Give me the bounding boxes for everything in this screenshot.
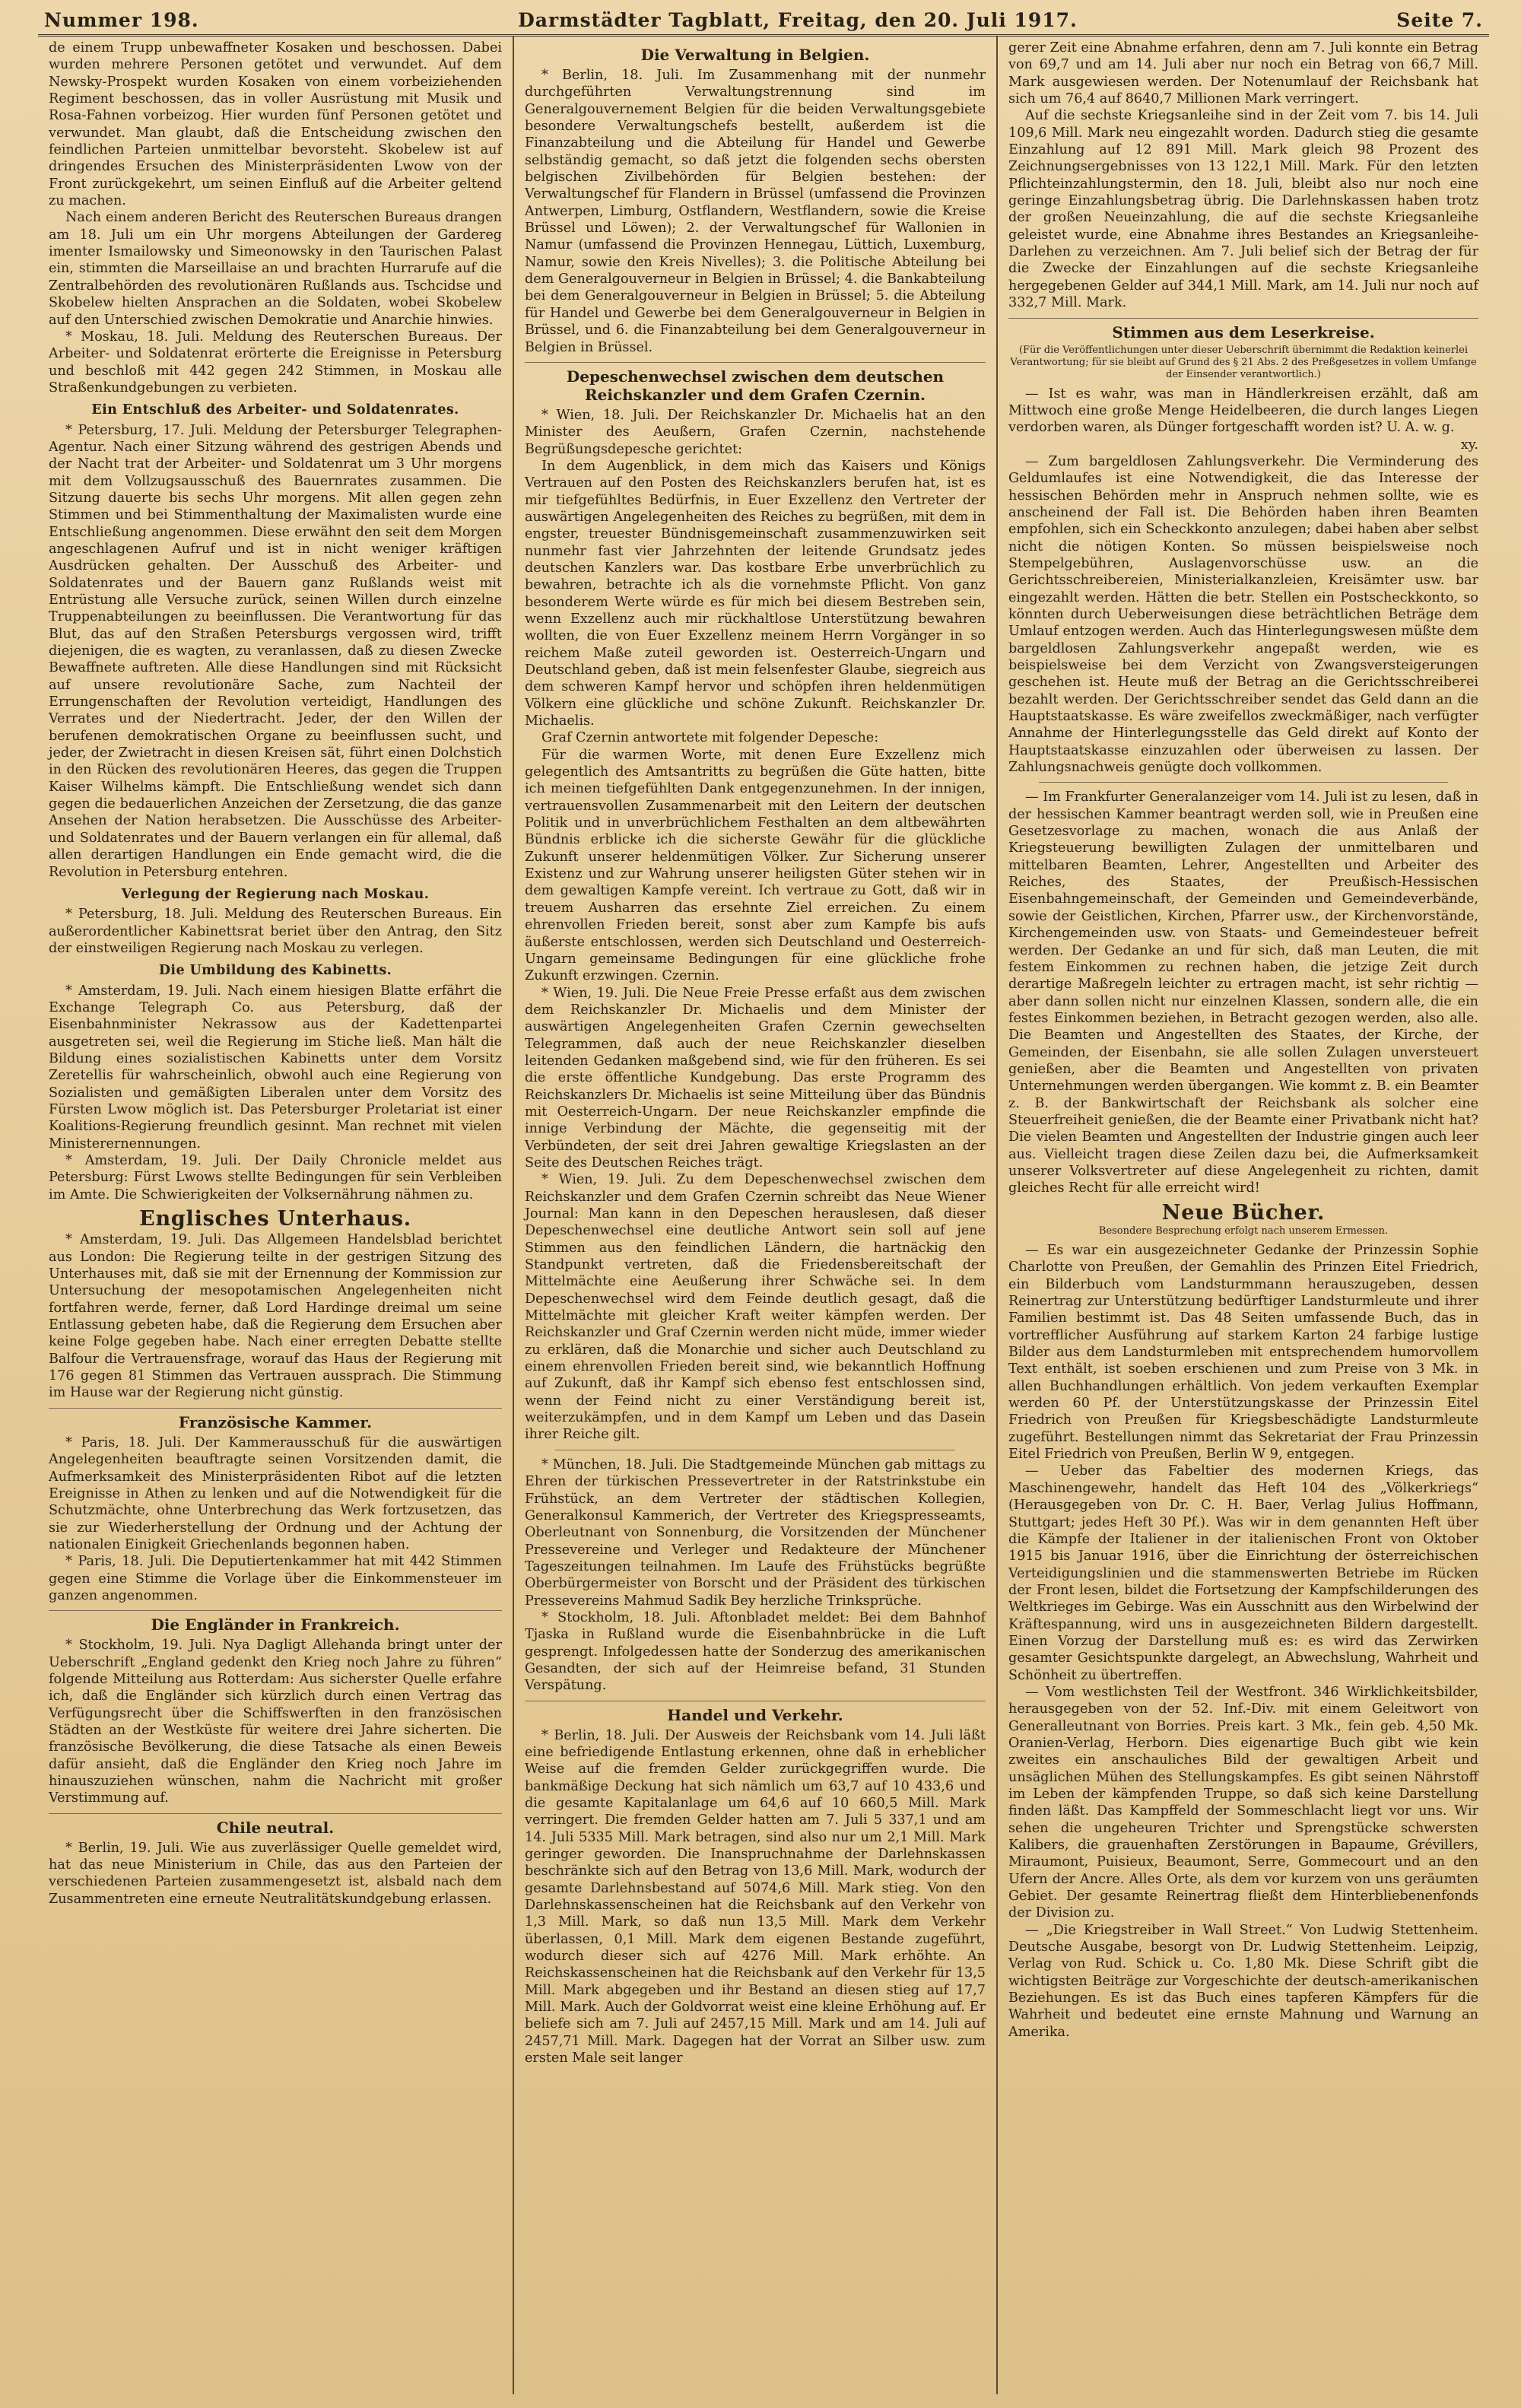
column-3	[998, 37, 1489, 2394]
section-heading: Depeschenwechsel zwischen dem deutschen Reichskanzler und dem Grafen Czernin.	[525, 362, 986, 404]
article-paragraph: — Zum bargeldlosen Zahlungsverkehr. Die Verminderung des Geldumlaufes ist eine Notwendigkeit, die das Interesse der hessischen Behörden mehr in Anspruch nehmen sollte, wie es anscheinend der Fall ist. Die Behörden haben ihren Beamten empfohlen, sich ein Scheckkonto anzulegen; dabei haben aber selbst nicht die nötigen Konten. So müssen beispielsweise noch Stempelgebühren, Auslagenvorschüsse usw. an die Gerichtsschreibereien, Ministerialkanzleien, Kreisämter usw. bar eingezahlt werden. Hätten die betr. Stellen ein Postscheckkonto, so könnten durch Ueberweisungen diese beträchtlichen Beträge dem Umlauf entzogen werden. Auch das Hinterlegungswesen müßte dem bargeldlosen Zahlungsverkehr angepaßt werden, wie es beispielsweise bei dem Verzicht von Zwangsversteigerungen geschehen ist. Heute muß der Betrag an die Gerichtsschreiberei bezahlt werden. Der Gerichtsschreiber sendet das Geld dann an die Hauptstaatskasse. Es wäre zweifellos zweckmäßiger, nach verfügter Annahme der Hinterlegungsstelle das Geld direkt auf Konto der Hauptstaatskasse einzuzahlen oder überweisen zu lassen. Der Zahlungsnachweis genügte doch vollkommen.	[1008, 453, 1478, 776]
article-paragraph: * Berlin, 18. Juli. Im Zusammenhang mit der nunmehr durchgeführten Verwaltungstrennung sind im Generalgouvernement Belgien für die beiden Verwaltungsgebiete besondere Verwaltungschefs bestellt, außerdem ist die Finanzabteilung und die Abteilung für Handel und Gewerbe selbständig gemacht, so daß jetzt die folgenden sechs obersten belgischen Zivilbehörden für Belgien bestehen: der Verwaltungschef für Flandern in Brüssel (umfassend die Provinzen Antwerpen, Limburg, Ostflandern, Westflandern, sowie die Kreise Brüssel und Löwen); 2. der Verwaltungschef für Wallonien in Namur (umfassend die Provinzen Hennegau, Lüttich, Luxemburg, Namur, sowie den Kreis Nivelles); 3. die Politische Abteilung bei dem Generalgouverneur in Belgien in Brüssel; 4. die Bankabteilung bei dem Generalgouverneur in Belgien in Brüssel; 5. die Abteilung für Handel und Gewerbe bei dem Generalgouverneur in Belgien in Brüssel, und 6. die Finanzabteilung bei dem Generalgouverneur in Belgien in Brüssel.	[525, 68, 986, 355]
article-paragraph: * Wien, 19. Juli. Die Neue Freie Presse erfaßt aus dem zwischen dem Reichskanzler Dr. Michaelis und dem Minister der auswärtigen Angelegenheiten Grafen Czernin gewechselten Telegrammen, daß auch der neue Reichskanzler dieselben leitenden Gedanken maßgebend sind, wie für den früheren. Es sei die erste öffentliche Kundgebung. Das erste Programm des Reichskanzlers Dr. Michaelis ist seine Mitteilung über das Bündnis mit Oesterreich-Ungarn. Der neue Reichskanzler empfinde die innige Verbindung der Mächte, die gegenseitig mit der Verbündeten, der seit drei Jahren gewaltige Kriegslasten an der Seite des Deutschen Reiches trägt.	[525, 985, 986, 1171]
page-number: Seite 7.	[1396, 9, 1483, 31]
article-paragraph: * Wien, 18. Juli. Der Reichskanzler Dr. Michaelis hat an den Minister des Aeußern, Grafen Czernin, nachstehende Begrüßungsdepesche gerichtet:	[525, 407, 986, 457]
section-heading: Die Engländer in Frankreich.	[49, 1610, 502, 1634]
article-paragraph: * Wien, 19. Juli. Zu dem Depeschenwechsel zwischen dem Reichskanzler und dem Grafen Czernin schreibt das Neue Wiener Journal: Man kann in den Depeschen herauslesen, daß dieser Depeschenwechsel eine deutliche Antwort sein soll auf jene Stimmen aus den feindlichen Ländern, die hartnäckig den Standpunkt vertreten, daß die Friedensbereitschaft der Mittelmächte eine Aeußerung ihrer Schwäche sei. In dem Depeschenwechsel wird dem Feinde deutlich gesagt, daß die Mittelmächte mit gleicher Kraft weiter kämpfen werden. Der Reichskanzler und Graf Czernin werden nicht müde, immer wieder zu erklären, daß die Monarchie und sicher auch Deutschland zu einem ehrenvollen Frieden bereit sind, wie bekanntlich Hoffnung auf Zukunft, daß ihr Kampf sich ebenso fest entschlossen sind, wenn der Feind nicht zu einer Verständigung bereit ist, weiterzukämpfen, und in dem Kampf um Leben und das Dasein ihrer Reiche gilt.	[525, 1172, 986, 1443]
article-paragraph: — „Die Kriegstreiber in Wall Street.“ Von Ludwig Stettenheim. Deutsche Ausgabe, besorgt von Dr. Ludwig Stettenheim. Leipzig, Verlag von Rud. Schick u. Co. 1,80 Mk. Diese Schrift gibt die wichtigsten Beiträge zur Vorgeschichte der deutsch-amerikanischen Beziehungen. Es ist das Buch eines tapferen Kämpfers für die Wahrheit und bedeutet eine ernste Mahnung und Warnung an Amerika.	[1008, 1922, 1478, 2040]
section-heading: Neue Bücher.	[1161, 1200, 1326, 1225]
article-paragraph: — Im Frankfurter Generalanzeiger vom 14. Juli ist zu lesen, daß in der hessischen Kammer beantragt werden soll, wie in Preußen eine Gesetzesvorlage zu machen, wonach die aus Anlaß der Kriegsteuerung bewilligten Zulagen der unmittelbaren und mittelbaren Beamten, Lehrer, Angestellten und Arbeiter des Reiches, des Staates, der Preußisch-Hessischen Eisenbahngemeinschaft, der Gemeinden und Gemeindeverbände, sowie der Geistlichen, Kirchen, Pfarrer usw., der Kirchenvorstände, Kirchengemeinden usw. von Staats- und Gemeindesteuer befreit werden. Der Gedanke an und für sich, daß man Leuten, die mit festem Einkommen zu rechnen haben, die jetzige Zeit durch derartige Maßregeln leichter zu ertragen macht, ist sehr richtig — aber dann sollen nicht nur einzelnen Klassen, sondern alle, die ein festes Einkommen beziehen, in Betracht gezogen werden, also alle. Die Beamten und Angestellten des Staates, der Kirche, der Gemeinden, der Eisenbahn, sie alle sollen Zulagen unversteuert genießen, aber die Beamten und Angestellten von privaten Unternehmungen werden übergangen. Wie kommt z. B. ein Beamter z. B. der Bankwirtschaft der Reichsbank als solcher eine Steuerfreiheit genießen, die der Beamte einer Privatbank nicht hat? Die vielen Beamten und Angestellten der Industrie gingen auch leer aus. Vielleicht tragen diese Zeilen dazu bei, die Aufmerksamkeit unserer Volksvertreter auf diese Angelegenheit zu richten, damit gleiches Recht für alle erreicht wird!	[1008, 789, 1478, 1196]
section-heading: Die Umbildung des Kabinetts.	[158, 963, 392, 979]
article-paragraph: Graf Czernin antwortete mit folgender Depesche:	[541, 730, 879, 746]
article-paragraph: — Es war ein ausgezeichneter Gedanke der Prinzessin Sophie Charlotte von Preußen, der Gemahlin des Prinzen Eitel Friedrich, ein Bilderbuch vom Landsturmmann herauszugeben, dessen Reinertrag zur Unterstützung bedürftiger Landsturmleute und ihrer Familien bestimmt ist. Das 48 Seiten umfassende Buch, das in vortrefflicher Ausführung auf starkem Karton 24 farbige lustige Bilder aus dem Landsturmleben mit entsprechendem humorvollem Text enthält, ist soeben erschienen und zum Preise von 3 Mk. in allen Buchhandlungen erhältlich. Von jedem verkauften Exemplar werden 60 Pf. der Unterstützungskasse der Prinzessin Eitel Friedrich von Preußen für Kriegsbeschädigte Landsturmleute zugeführt. Bestellungen nimmt das Sekretariat der Frau Prinzessin Eitel Friedrich von Preußen, Berlin W 9, entgegen.	[1008, 1243, 1478, 1463]
editorial-note: Besondere Besprechung erfolgt nach unserem Ermessen.	[1098, 1225, 1389, 1237]
article-paragraph: Auf die sechste Kriegsanleihe sind in der Zeit vom 7. bis 14. Juli 109,6 Mill. Mark neu eingezahlt worden. Dadurch stieg die gesamte Einzahlung auf 12 891 Mill. Mark gleich 98 Prozent des Zeichnungsergebnisses von 13 122,1 Mill. Mark. Für den letzten Pflichteinzahlungstermin, den 18. Juli, bleibt also nur noch eine geringe Einzahlungsbetrag übrig. Die Darlehnskassen haben trotz der großen Neueinzahlung, die auf die sechste Kriegsanleihe geleistet wurde, eine Abnahme ihres Bestandes an Kriegsanleihe-Darlehen zu verzeichnen. Am 7. Juli belief sich der Betrag der für die Zwecke der Einzahlungen auf die sechste Kriegsanleihe hergegebenen Gelder auf 344,1 Mill. Mark, am 14. Juli nur noch auf 332,7 Mill. Mark.	[1008, 108, 1478, 311]
columns	[38, 37, 1489, 2394]
column-1	[38, 37, 514, 2394]
article-paragraph: — Ueber das Fabeltier des modernen Kriegs, das Maschinengewehr, handelt das Heft 104 des „Völkerkriegs“ (Herausgegeben von Dr. C. H. Baer, Verlag Julius Hoffmann, Stuttgart; jedes Heft 30 Pf.). Was wir in dem genannten Heft über die Kämpfe der Italiener in der italienischen Front von Oktober 1915 bis Januar 1916, über die Einrichtung der österreichischen Verteidigungslinien und die stammenswerten Betriebe im Rücken der Front lesen, bildet die Fortsetzung der Kampfschilderungen des Weltkrieges im Gebirge. Was ein Ausschnitt aus den Wirbelwind der Kräftespannung, wird uns in ausgezeichneten Bildern dargestellt. Einen Vorzug der Darstellung muß es: es wird das Zerwirken gesamter Gesichtspunkte dargelegt, an Abwechslung, Wahrheit und Schönheit zu übertreffen.	[1008, 1463, 1478, 1683]
article-paragraph: * Amsterdam, 19. Juli. Das Allgemeen Handelsblad berichtet aus London: Die Regierung teilte in der gestrigen Sitzung des Unterhauses mit, daß sie mit der Ernennung der Kommission zur Untersuchung der mesopotamischen Angelegenheiten nicht fortfahren werde, ferner, daß Lord Hardinge dreimal um seine Entlassung gebeten habe, daß die Regierung dem Ersuchen aber keine Folge gegeben habe. Nach einer erregten Debatte stellte Balfour die Vertrauensfrage, worauf das Haus der Regierung mit 176 gegen 81 Stimmen das Vertrauen aussprach. Die Stimmung im Hause war der Regierung nicht günstig.	[49, 1232, 502, 1401]
section-heading: Stimmen aus dem Leserkreise.	[1008, 318, 1478, 342]
section-heading: Verlegung der Regierung nach Moskau.	[121, 886, 430, 902]
divider	[1039, 782, 1448, 783]
signature: xy.	[1460, 437, 1478, 453]
newspaper-title: Darmstädter Tagblatt, Freitag, den 20. Juli 1917.	[518, 9, 1078, 31]
article-paragraph: de einem Trupp unbewaffneter Kosaken und beschossen. Dabei wurden mehrere Personen getötet und verwundet. Auf dem Newsky-Prospekt wurden Kosaken von einem vorbeiziehenden Regiment beschossen, das in voller Ausrüstung mit Musik und Rosa-Fahnen vorbeizog. Hier wurden fünf Personen getötet und verwundet. Man glaubt, daß die Entscheidung zwischen den feindlichen Parteien unmittelbar bevorsteht. Skobelew ist auf dringendes Ersuchen des Ministerpräsidenten Lwow von der Front zurückgekehrt, um seinen Einfluß auf die Arbeiter geltend zu machen.	[49, 40, 502, 209]
section-heading: Ein Entschluß des Arbeiter- und Soldatenrates.	[91, 402, 459, 418]
article-paragraph: * Petersburg, 17. Juli. Meldung der Petersburger Telegraphen-Agentur. Nach einer Sitzung während des gestrigen Abends und der Nacht trat der Arbeiter- und Soldatenrat um 3 Uhr morgens mit dem Vollzugsausschuß des Bauernrates zusammen. Die Sitzung dauerte bis sechs Uhr morgens. Mit allen gegen zehn Stimmen und bei Stimmenthaltung der Maximalisten wurde eine Entschließung angenommen. Diese erwähnt den seit dem Morgen angeschlagenen Aufruf und ist in nicht weniger kräftigen Ausdrücken gehalten. Der Ausschuß des Arbeiter- und Soldatenrates und der Bauern ganz Rußlands weist mit Entrüstung alle Versuche zurück, seinen Willen durch einzelne Truppenabteilungen zu beeinflussen. Die Verantwortung für das Blut, das auf den Straßen Petersburgs vergossen wird, trifft diejenigen, die es wagten, zu veranlassen, daß zu diesen Zwecke Bewaffnete auftreten. Alle diese Handlungen sind mit Rücksicht auf unsere revolutionäre Sache, zum Nachteil der Errungenschaften der Revolution verteidigt, Handlungen des Verrates und der Niedertracht. Jeder, der den Willen der berufenen demokratischen Organe zu beeinflussen sucht, und jeder, der Zwietracht in diesen Kreisen sät, führt einen Dolchstich in den Rücken des revolutionären Heeres, das gegen die Truppen Kaiser Wilhelms kämpft. Die Entschließung wendet sich dann gegen die bedauerlichen Anzeichen der Zersetzung, die das ganze Ansehen der Nation herabsetzen. Die Ausschüsse des Arbeiter- und Soldatenrates und der Bauern verlangen ein für allemal, daß allen derartigen Handlungen ein Ende gemacht wird, die die Revolution in Petersburg entehren.	[49, 422, 502, 880]
article-paragraph: * Paris, 18. Juli. Die Deputiertenkammer hat mit 442 Stimmen gegen eine Stimme die Vorlage über die Einkommensteuer im ganzen angenommen.	[49, 1554, 502, 1603]
article-paragraph: * Berlin, 19. Juli. Wie aus zuverlässiger Quelle gemeldet wird, hat das neue Ministerium in Chile, das aus den Parteien der verschiedenen Parteien zusammengesetzt ist, alsbald nach dem Zusammentreten eine erneute Neutralitätskundgebung erlassen.	[49, 1840, 502, 1907]
article-paragraph: * München, 18. Juli. Die Stadtgemeinde München gab mittags zu Ehren der türkischen Pressevertreter in der Ratstrinkstube ein Frühstück, an dem Vertreter der städtischen Kollegien, Generalkonsul Kammerich, der Vertreter des Kriegspresseamts, Oberleutnant von Sonnenburg, die Vorsitzenden der Münchener Pressevereine und Verleger und Redakteure der Münchener Tageszeitungen teilnahmen. Im Laufe des Frühstücks begrüßte Oberbürgermeister von Borscht und der Präsident des türkischen Pressevereins Mahmud Sadik Bey herzliche Trinksprüche.	[525, 1457, 986, 1609]
article-paragraph: — Ist es wahr, was man in Händlerkreisen erzählt, daß am Mittwoch eine große Menge Heidelbeeren, die durch langes Liegen verdorben waren, als Dünger fortgeschafft worden ist? U. A. w. g.	[1008, 386, 1478, 436]
article-paragraph: * Paris, 18. Juli. Der Kammerausschuß für die auswärtigen Angelegenheiten beauftragte seinen Vorsitzenden damit, die Aufmerksamkeit des Ministerpräsidenten Ribot auf die letzten Ereignisse in Athen zu lenken und auf die Notwendigkeit für die Schutzmächte, ohne Unterbrechung das Werk fortzusetzen, das sie zur Wiederherstellung der Ordnung und der Achtung der nationalen Einigkeit Griechenlands begonnen haben.	[49, 1434, 502, 1552]
editorial-note: (Für die Veröffentlichungen unter dieser Ueberschrift übernimmt die Redaktion keinerlei Verantwortung; für sie bleibt auf Grund des § 21 Abs. 2 des Preßgesetzes in vollem Umfange der Einsender verantwortlich.)	[1010, 344, 1477, 380]
masthead	[38, 8, 1489, 37]
article-paragraph: * Amsterdam, 19. Juli. Der Daily Chronicle meldet aus Petersburg: Fürst Lwows stellte Bedingungen für sein Verbleiben im Amte. Die Schwierigkeiten der Volksernährung nähmen zu.	[49, 1153, 502, 1202]
section-heading: Handel und Verkehr.	[525, 1701, 986, 1724]
article-paragraph: In dem Augenblick, in dem mich das Kaisers und Königs Vertrauen auf den Posten des Reichskanzlers berufen hat, ist es mir tiefgefühltes Bedürfnis, in Euer Exzellenz den Vertreter der auswärtigen Angelegenheiten des Reiches zu begrüßen, mit dem in engster, treuester Bündnisgemeinschaft zusammenzuwirken seit nunmehr fast vier Jahrzehnten der leitende Grundsatz jedes deutschen Kanzlers war. Das kostbare Erbe unverbrüchlich zu bewahren, betrachte ich als die vornehmste Pflicht. Von ganz besonderem Werte würde es für mich bei diesem Bestreben sein, wenn Exzellenz auch mir rückhaltlose Unterstützung bewahren wollten, die von Euer Exzellenz meinem Herrn Vorgänger in so reichem Maße zuteil geworden ist. Oesterreich-Ungarn und Deutschland geben, daß ist mein felsenfester Glaube, siegreich aus dem schweren Kampf hervor und schöpfen ihren heldenmütigen Völkern eine glückliche und schöne Zukunft. Reichskanzler Dr. Michaelis.	[525, 458, 986, 729]
article-paragraph: * Moskau, 18. Juli. Meldung des Reuterschen Bureaus. Der Arbeiter- und Soldatenrat erörterte die Ereignisse in Petersburg und beschloß mit 442 gegen 242 Stimmen, in Moskau alle Straßenkundgebungen zu verbieten.	[49, 329, 502, 396]
section-heading: Englisches Unterhaus.	[139, 1207, 411, 1231]
section-heading: Französische Kammer.	[49, 1408, 502, 1431]
article-paragraph: * Stockholm, 18. Juli. Aftonbladet meldet: Bei dem Bahnhof Tjaska in Rußland wurde die Eisenbahnbrücke in die Luft gesprengt. Infolgedessen hatte der Sonderzug des amerikanischen Gesandten, der sich auf der Heimreise befand, 31 Stunden Verspätung.	[525, 1609, 986, 1694]
article-paragraph: * Petersburg, 18. Juli. Meldung des Reuterschen Bureaus. Ein außerordentlicher Kabinettsrat beriet über den Antrag, den Sitz der einstweiligen Regierung nach Moskau zu verlegen.	[49, 907, 502, 956]
article-paragraph: * Berlin, 18. Juli. Der Ausweis der Reichsbank vom 14. Juli läßt eine befriedigende Entlastung erkennen, ohne daß in erheblicher Weise auf die fremden Gelder zurückgegriffen wurde. Die bankmäßige Deckung hat sich nämlich um 63,7 auf 10 433,6 und die gesamte Kapitalanlage um 64,6 auf 10 660,5 Mill. Mark verringert. Die fremden Gelder hatten am 7. Juli 5 337,1 und am 14. Juli 5335 Mill. Mark betragen, sind also nur um 2,1 Mill. Mark geringer geworden. Die Inanspruchnahme der Darlehnskassen beschränkte sich auf den Betrag von 13,6 Mill. Mark, wodurch der gesamte Darlehnsbestand auf 5074,6 Mill. Mark stieg. Von den Darlehnskassenscheinen hat die Reichsbank auf den Verkehr von 1,3 Mill. Mark, so daß nun 13,5 Mill. Mark dem Verkehr überlassen, 0,1 Mill. Mark dem eigenen Bestande zugeführt, wodurch dieser sich auf 4276 Mill. Mark erhöhte. An Reichskassenscheinen hat die Reichsbank auf den Verkehr für 13,5 Mill. Mark abgegeben und ihr Bestand an diesen stieg auf 17,7 Mill. Mark. Auch der Goldvorrat weist eine kleine Erhöhung auf. Er beliefe sich am 7. Juli auf 2457,15 Mill. Mark und am 14. Juli auf 2457,71 Mill. Mark. Dagegen hat der Vorrat an Silber usw. zum ersten Male seit langer	[525, 1727, 986, 2066]
article-paragraph: * Amsterdam, 19. Juli. Nach einem hiesigen Blatte erfährt die Exchange Telegraph Co. aus Petersburg, daß der Eisenbahnminister Nekrassow aus der Kadettenpartei ausgetreten sei, weil die Regierung im Stiche ließ. Man hält die Bildung eines sozialistischen Kabinetts unter dem Vorsitz Zeretellis für wahrscheinlich, obwohl auch eine Regierung von Sozialisten und gemäßigten Liberalen unter dem Vorsitz des Fürsten Lwow möglich ist. Das Petersburger Proletariat ist einer Koalitions-Regierung freundlich gesinnt. Man rechnet mit vielen Ministerernennungen.	[49, 983, 502, 1152]
section-heading: Die Verwaltung in Belgien.	[640, 46, 870, 64]
issue-number: Nummer 198.	[44, 9, 199, 31]
column-2	[514, 37, 998, 2394]
article-paragraph: * Stockholm, 19. Juli. Nya Dagligt Allehanda bringt unter der Ueberschrift „England gedenkt den Krieg noch Jahre zu führen“ folgende Mitteilung aus Rotterdam: Aus sicherster Quelle erfahre ich, daß die Engländer sich kürzlich durch einen Vertrag das Verfügungsrecht über die Schiffswerften in den französischen Städten an der Westküste für weitere drei Jahre sicherten. Die französische Bevölkerung, die diese Tatsache als einen Beweis dafür ansieht, daß die Engländer den Krieg noch Jahre im hinauszuziehen wünschen, nahm die Nachricht mit großer Verstimmung auf.	[49, 1638, 502, 1806]
section-heading: Chile neutral.	[49, 1813, 502, 1837]
article-paragraph: gerer Zeit eine Abnahme erfahren, denn am 7. Juli konnte ein Betrag von 69,7 und am 14. Juli aber nur noch ein Betrag von 66,7 Mill. Mark ausgewiesen werden. Der Notenumlauf der Reichsbank hat sich um 76,4 auf 8640,7 Millionen Mark verringert.	[1008, 40, 1478, 107]
article-paragraph: Für die warmen Worte, mit denen Eure Exzellenz mich gelegentlich des Amtsantritts zu begrüßen die Güte hatten, bitte ich meinen tiefgefühlten Dank entgegenzunehmen. In der innigen, vertrauensvollen Zusammenarbeit mit den Leitern der deutschen Politik und in unverbrüchlichem Festhalten an dem altbewährten Bündnis erblicke ich die sicherste Gewähr für die glückliche Zukunft unserer heldenmütigen Völker. Zur Sicherung unserer Existenz und zur Wahrung unserer heiligsten Güter stehen wir in dem gewaltigen Kampfe vereint. Ich vertraue zu Gott, daß wir in treuem Ausharren das ersehnte Ziel erreichen. Zu einem ehrenvollen Frieden bereit, sonst aber zum Kampfe bis aufs äußerste entschlossen, werden sich Deutschland und Oesterreich-Ungarn gemeinsame Bedingungen für eine glückliche frohe Zukunft erzwingen. Czernin.	[525, 747, 986, 984]
article-paragraph: Nach einem anderen Bericht des Reuterschen Bureaus drangen am 18. Juli um ein Uhr morgens Abteilungen der Gardereg imenter Ismailowsky und Simeonowsky in den Taurischen Palast ein, stimmten die Marseillaise an und brachten Hurrarufe auf die Zentralbehörden des revolutionären Rußlands aus. Tschcidse und Skobelew hielten Ansprachen an die Soldaten, wobei Skobelew auf den Unterschied zwischen Demokratie und Anarchie hinwies.	[49, 210, 502, 328]
article-paragraph: — Vom westlichsten Teil der Westfront. 346 Wirklichkeitsbilder, herausgegeben von der 52. Inf.-Div. mit einem Geleitwort von Generalleutnant von Borries. Preis kart. 3 Mk., fein geb. 4,50 Mk. Oranien-Verlag, Herborn. Dies eigenartige Buch gibt wie kein zweites ein anschauliches Bild der gewaltigen Arbeit und unsäglichen Mühen des Stellungskampfes. Es gibt seinen Nährstoff im Leben der kämpfenden Truppe, so daß sich keine Darstellung finden läßt. Das Kampffeld der Sommeschlacht liegt vor uns. Wir sehen die ungeheuren Trichter und Sprengstücke schwersten Kalibers, die grauenhaften Zerstörungen in Bapaume, Grévillers, Miraumont, Puisieux, Beaumont, Serre, Gommecourt und an den Ufern der Ancre. Alles Orte, als dem vor kurzem von uns geräumten Gebiet. Der gesamte Reinertrag fließt dem Hinterbliebenenfonds der Division zu.	[1008, 1684, 1478, 1921]
